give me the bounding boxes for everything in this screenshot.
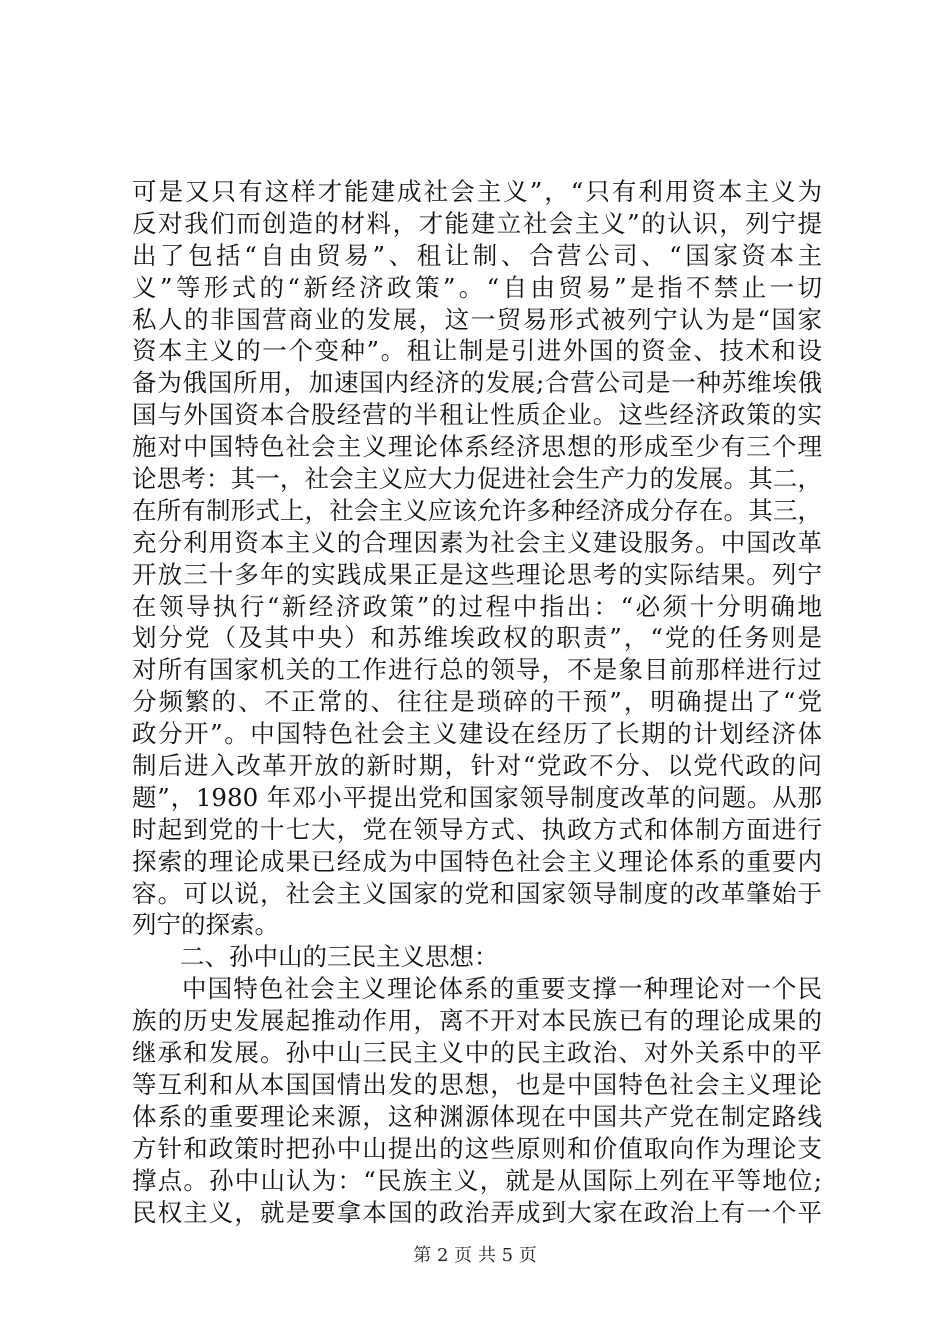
- text-line: 体系的重要理论来源，这种渊源体现在中国共产党在制定路线: [132, 1101, 822, 1131]
- text-line: 题”，1980 年邓小平提出党和国家领导制度改革的问题。从那: [132, 782, 822, 812]
- text-line: 民权主义，就是要拿本国的政治弄成到大家在政治上有一个平: [132, 1197, 822, 1227]
- text-line: 私人的非国营商业的发展，这一贸易形式被列宁认为是“国家: [132, 304, 822, 334]
- text-line: 划分党（及其中央）和苏维埃政权的职责”，“党的任务则是: [132, 623, 822, 653]
- paragraph-1: [132, 176, 822, 941]
- text-line: 族的历史发展起推动作用，离不开对本民族已有的理论成果的: [132, 1006, 822, 1036]
- text-line: 论思考：其一，社会主义应大力促进社会生产力的发展。其二，: [132, 464, 822, 494]
- text-line: 出了包括“自由贸易”、租让制、合营公司、“国家资本主: [132, 240, 822, 270]
- text-line: 充分利用资本主义的合理因素为社会主义建设服务。中国改革: [132, 527, 822, 557]
- section-heading: 二、孙中山的三民主义思想：: [180, 942, 499, 972]
- text-line: 施对中国特色社会主义理论体系经济思想的形成至少有三个理: [132, 432, 822, 462]
- text-line: 对所有国家机关的工作进行总的领导，不是象目前那样进行过: [132, 655, 822, 685]
- text-line: 时起到党的十七大，党在领导方式、执政方式和体制方面进行: [132, 814, 822, 844]
- text-line: 容。可以说，社会主义国家的党和国家领导制度的改革肇始于: [132, 878, 822, 908]
- text-line: 撑点。孙中山认为：“民族主义，就是从国际上列在平等地位;: [132, 1165, 822, 1195]
- text-line: 继承和发展。孙中山三民主义中的民主政治、对外关系中的平: [132, 1038, 822, 1068]
- text-line: 开放三十多年的实践成果正是这些理论思考的实际结果。列宁: [132, 559, 822, 589]
- text-line: 在领导执行“新经济政策”的过程中指出：“必须十分明确地: [132, 591, 822, 621]
- text-line: 方针和政策时把孙中山提出的这些原则和价值取向作为理论支: [132, 1133, 822, 1163]
- document-body: [132, 176, 822, 1228]
- text-line: 备为俄国所用，加速国内经济的发展;合营公司是一种苏维埃俄: [132, 368, 822, 398]
- text-line: 反对我们而创造的材料，才能建立社会主义”的认识，列宁提: [132, 208, 822, 238]
- paragraph-2: [132, 973, 822, 1228]
- text-line: 国与外国资本合股经营的半租让性质企业。这些经济政策的实: [132, 400, 822, 430]
- text-line: 可是又只有这样才能建成社会主义”，“只有利用资本主义为: [132, 177, 822, 206]
- text-line: 等互利和从本国国情出发的思想，也是中国特色社会主义理论: [132, 1069, 822, 1099]
- text-line: 义”等形式的“新经济政策”。“自由贸易”是指不禁止一切: [132, 272, 822, 302]
- text-line: 列宁的探索。: [132, 910, 279, 940]
- text-line: 在所有制形式上，社会主义应该允许多种经济成分存在。其三，: [132, 495, 822, 525]
- text-line: 资本主义的一个变种”。租让制是引进外国的资金、技术和设: [132, 336, 822, 366]
- text-line: 制后进入改革开放的新时期，针对“党政不分、以党代政的问: [132, 751, 822, 781]
- text-line: 探索的理论成果已经成为中国特色社会主义理论体系的重要内: [132, 846, 822, 876]
- page-footer: 第 2 页 共 5 页: [413, 1245, 537, 1266]
- text-line: 中国特色社会主义理论体系的重要支撑一种理论对一个民: [182, 974, 822, 1004]
- text-line: 分频繁的、不正常的、往往是琐碎的干预”，明确提出了“党: [132, 687, 822, 717]
- text-line: 政分开”。中国特色社会主义建设在经历了长期的计划经济体: [132, 719, 822, 749]
